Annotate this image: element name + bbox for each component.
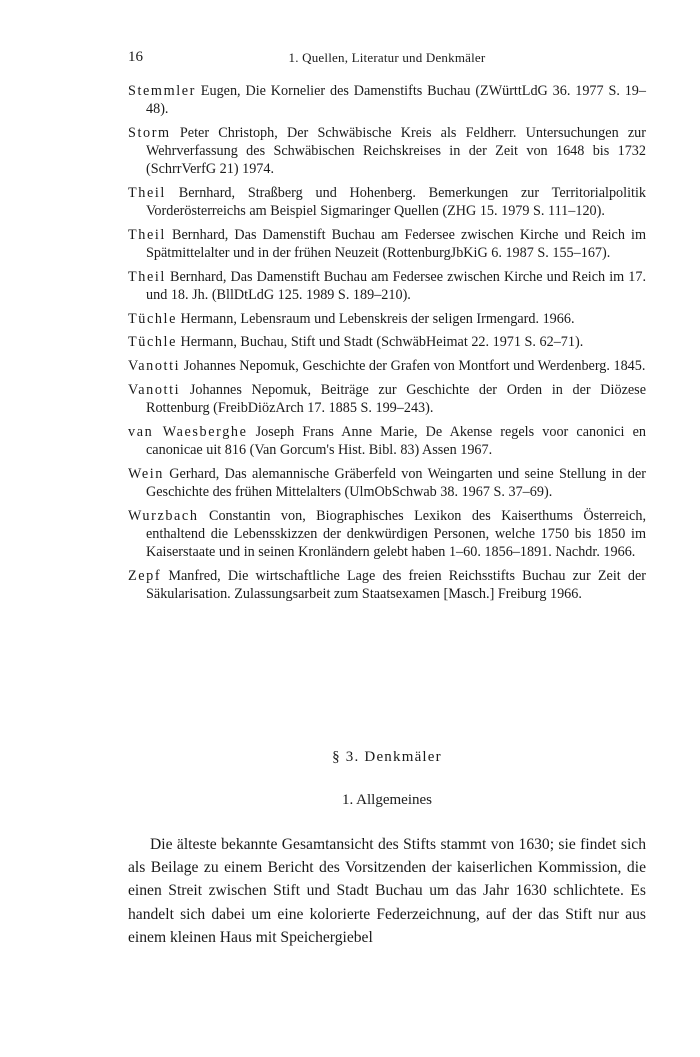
entry-author: Vanotti bbox=[128, 381, 181, 398]
bibliography-list bbox=[128, 82, 646, 609]
entry-text: Bernhard, Das Damenstift Buchau am Federsee zwischen Kirche und Reich im Spätmittelalter und in der frühen Neuzeit (RottenburgJbKiG 6. 1987 S. 155–167). bbox=[146, 226, 646, 262]
subsection-heading: 1. Allgemeines bbox=[342, 792, 432, 808]
entry-text: Johannes Nepomuk, Geschichte der Grafen von Montfort und Werdenberg. 1845. bbox=[180, 358, 646, 375]
entry-author: Theil bbox=[128, 268, 166, 285]
entry-author: Zepf bbox=[128, 567, 162, 584]
entry-author: Stemmler bbox=[128, 83, 196, 99]
entry-author: Theil bbox=[128, 226, 166, 243]
entry-text: Peter Christoph, Der Schwäbische Kreis als Feldherr. Untersuchungen zur Wehrverfassung des Schwäbischen Reichskreises in der Zeit von 1648 bis 1732 (SchrrVerfG 21) 1974. bbox=[146, 124, 646, 178]
bibliography-entry bbox=[128, 357, 646, 375]
entry-author: Tüchle bbox=[128, 310, 177, 327]
bibliography-entry bbox=[128, 423, 646, 459]
entry-text: Johannes Nepomuk, Beiträge zur Geschichte der Orden in der Diözese Rottenburg (FreibDiözArch 17. 1885 S. 199–243). bbox=[146, 381, 646, 417]
entry-author: Wein bbox=[128, 465, 164, 482]
bibliography-entry bbox=[128, 465, 646, 501]
entry-author: Wurzbach bbox=[128, 507, 199, 524]
entry-text: Hermann, Lebensraum und Lebenskreis der seligen Irmengard. 1966. bbox=[177, 310, 575, 327]
entry-author: Vanotti bbox=[128, 358, 181, 375]
entry-author: Tüchle bbox=[128, 334, 177, 351]
bibliography-entry bbox=[128, 333, 646, 351]
entry-author: van Waesberghe bbox=[128, 423, 248, 440]
running-head bbox=[128, 49, 646, 69]
page-number: 16 bbox=[128, 49, 143, 65]
bibliography-entry bbox=[128, 310, 646, 328]
bibliography-entry bbox=[128, 268, 646, 304]
entry-text: Joseph Frans Anne Marie, De Akense regels voor canonici en canonicae uit 816 (Van Gorcum's Hist. Bibl. 83) Assen 1967. bbox=[146, 423, 647, 458]
entry-text: Hermann, Buchau, Stift und Stadt (SchwäbHeimat 22. 1971 S. 62–71). bbox=[177, 334, 584, 351]
bibliography-entry bbox=[128, 184, 646, 220]
entry-text: Gerhard, Das alemannische Gräberfeld von Weingarten und seine Stellung in der Geschichte des frühen Mittelalters (UlmObSchwab 38. 1967 S. 37–69). bbox=[146, 465, 646, 500]
entry-text: Constantin von, Biographisches Lexikon des Kaiserthums Österreich, enthaltend die Lebensskizzen der denkwürdigen Personen, welche 1750 bis 1850 im Kaiserstaate und in seinen Kronländern gelebt haben 1–60. 1856–1891. Nachdr. 1966. bbox=[146, 507, 646, 560]
bibliography-entry bbox=[128, 226, 646, 262]
entry-text: Bernhard, Straßberg und Hohenberg. Bemerkungen zur Territorialpolitik Vorderösterreichs am Beispiel Sigmaringer Quellen (ZHG 15. 1979 S. 111–120). bbox=[146, 185, 646, 220]
entry-author: Storm bbox=[128, 124, 171, 141]
entry-text: Eugen, Die Kornelier des Damenstifts Buchau (ZWürttLdG 36. 1977 S. 19–48). bbox=[146, 83, 646, 118]
section-heading: § 3. Denkmäler bbox=[332, 749, 442, 765]
bibliography-entry bbox=[128, 381, 646, 417]
bibliography-entry bbox=[128, 507, 646, 562]
bibliography-entry bbox=[128, 82, 646, 118]
entry-text: Manfred, Die wirtschaftliche Lage des freien Reichsstifts Buchau zur Zeit der Säkularisation. Zulassungsarbeit zum Staatsexamen [Masch.] Freiburg 1966. bbox=[146, 567, 646, 602]
running-title: 1. Quellen, Literatur und Denkmäler bbox=[288, 50, 486, 65]
bibliography-entry bbox=[128, 124, 646, 179]
bibliography-entry bbox=[128, 567, 646, 603]
entry-author: Theil bbox=[128, 185, 166, 202]
body-paragraph: Die älteste bekannte Gesamtansicht des Stifts stammt von 1630; sie findet sich als Beilage zu einem Bericht des Vorsitzenden der kaiserlichen Kommission, die einen Streit zwischen Stift und Stadt Buchau um das Jahr 1630 schlichtete. Es handelt sich dabei um eine kolorierte Federzeichnung, auf der das Stift nur aus einem kleinen Haus mit Speichergiebel bbox=[128, 836, 646, 946]
entry-text: Bernhard, Das Damenstift Buchau am Federsee zwischen Kirche und Reich im 17. und 18. Jh. (BllDtLdG 125. 1989 S. 189–210). bbox=[146, 268, 646, 304]
